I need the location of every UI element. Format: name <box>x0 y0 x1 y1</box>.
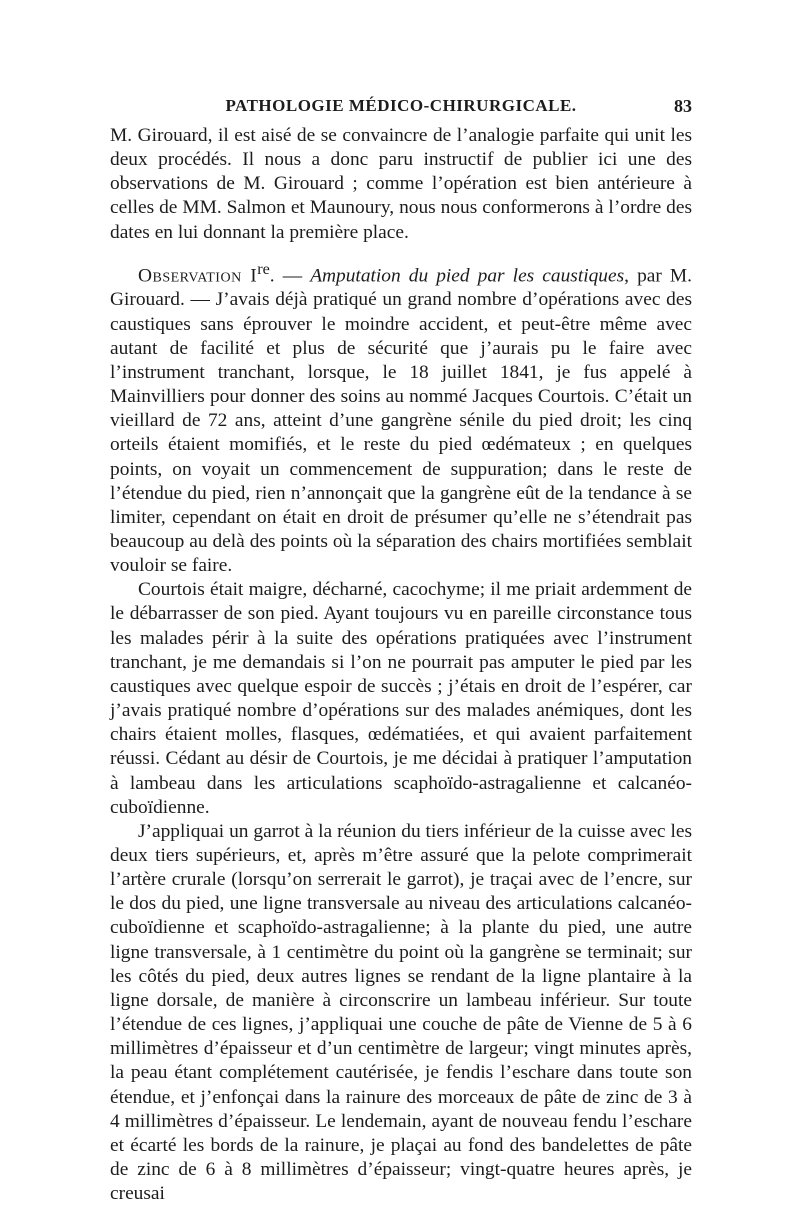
body-text <box>110 124 692 1206</box>
paragraph-observation <box>110 258 692 579</box>
paragraph-courtois: Courtois était maigre, décharné, cacochyme; il me priait ardemment de le débarrasser de son pied. Ayant toujours vu en pareille circonstance tous les malades périr à la suite des opérations pratiquées avec l’instrument tranchant, je me demandais si l’on ne pourrait pas amputer le pied par les caustiques avec quelque espoir de succès ; j’étais en droit de l’espérer, car j’avais pratiqué nombre d’opérations sur des malades anémiques, dont les chairs étaient molles, flasques, œdématiées, et qui avaient parfaitement réussi. Cédant au désir de Courtois, je me décidai à pratiquer l’amputation à lambeau dans les articulations scaphoïdo-astragalienne et calcanéo-cuboïdienne. <box>110 579 692 818</box>
paragraph-procedure: J’appliquai un garrot à la réunion du tiers inférieur de la cuisse avec les deux tiers supérieurs, et, après m’être assuré que la pelote comprimerait l’artère crurale (lorsqu’on serrerait le garrot), je traçai avec de l’encre, sur le dos du pied, une ligne transversale au niveau des articulations calcanéo-cuboïdienne et scaphoïdo-astragalienne; à la plante du pied, une autre ligne transversale, à 1 centimètre du point où la gangrène se terminait; sur les côtés du pied, deux autres lignes se rendant de la ligne plantaire à la ligne dorsale, de manière à circonscrire un lambeau inférieur. Sur toute l’étendue de ces lignes, j’appliquai une couche de pâte de Vienne de 5 à 6 millimètres d’épaisseur et d’un centimètre de largeur; vingt minutes après, la peau étant complétement cautérisée, je fendis l’eschare dans toute son étendue, et j’enfonçai dans la rainure des morceaux de pâte de zinc de 3 à 4 millimètres d’épaisseur. Le lendemain, ayant de nouveau fendu l’eschare et écarté les bords de la rainure, je plaçai au fond des bandelettes de pâte de zinc de 6 à 8 millimètres d’épaisseur; vingt-quatre heures après, je creusai <box>110 820 692 1205</box>
observation-ordinal: re <box>257 260 270 278</box>
observation-label: Observation I <box>138 265 258 287</box>
paragraph-intro: M. Girouard, il est aisé de se convaincre de l’analogie parfaite qui unit les deux procédés. Il nous a donc paru instructif de publier ici une des observations de M. Girouard ; comme l’opération est bien antérieure à celles de MM. Salmon et Maunoury, nous nous conformerons à l’ordre des dates en lui donnant la première place. <box>110 125 692 243</box>
page-number: 83 <box>674 96 692 116</box>
observation-text: , par M. Girouard. — J’avais déjà pratiqué un grand nombre d’opérations avec des caustiques sans éprouver le moindre accident, et peut-être même avec autant de facilité et plus de sécurité que j’aurais pu le faire avec l’instrument tranchant, lorsque, le 18 juillet 1841, je fus appelé à Mainvilliers pour donner des soins au nommé Jacques Courtois. C’était un vieillard de 72 ans, atteint d’une gangrène sénile du pied droit; les cinq orteils étaient momifiés, et le reste du pied œdémateux ; en quelques points, on voyait un commencement de suppuration; dans le reste de l’étendue du pied, rien n’annonçait que la gangrène eût de la tendance à se limiter, cependant on était en droit de présumer qu’elle ne s’étendrait pas beaucoup au delà des points où la séparation des chairs mortifiées semblait vouloir se faire. <box>110 265 692 577</box>
running-head <box>110 96 692 122</box>
observation-title: Amputation du pied par les caustiques <box>310 265 625 287</box>
observation-dash: . — <box>269 265 311 287</box>
running-title: PATHOLOGIE MÉDICO-CHIRURGICALE. <box>225 96 577 115</box>
